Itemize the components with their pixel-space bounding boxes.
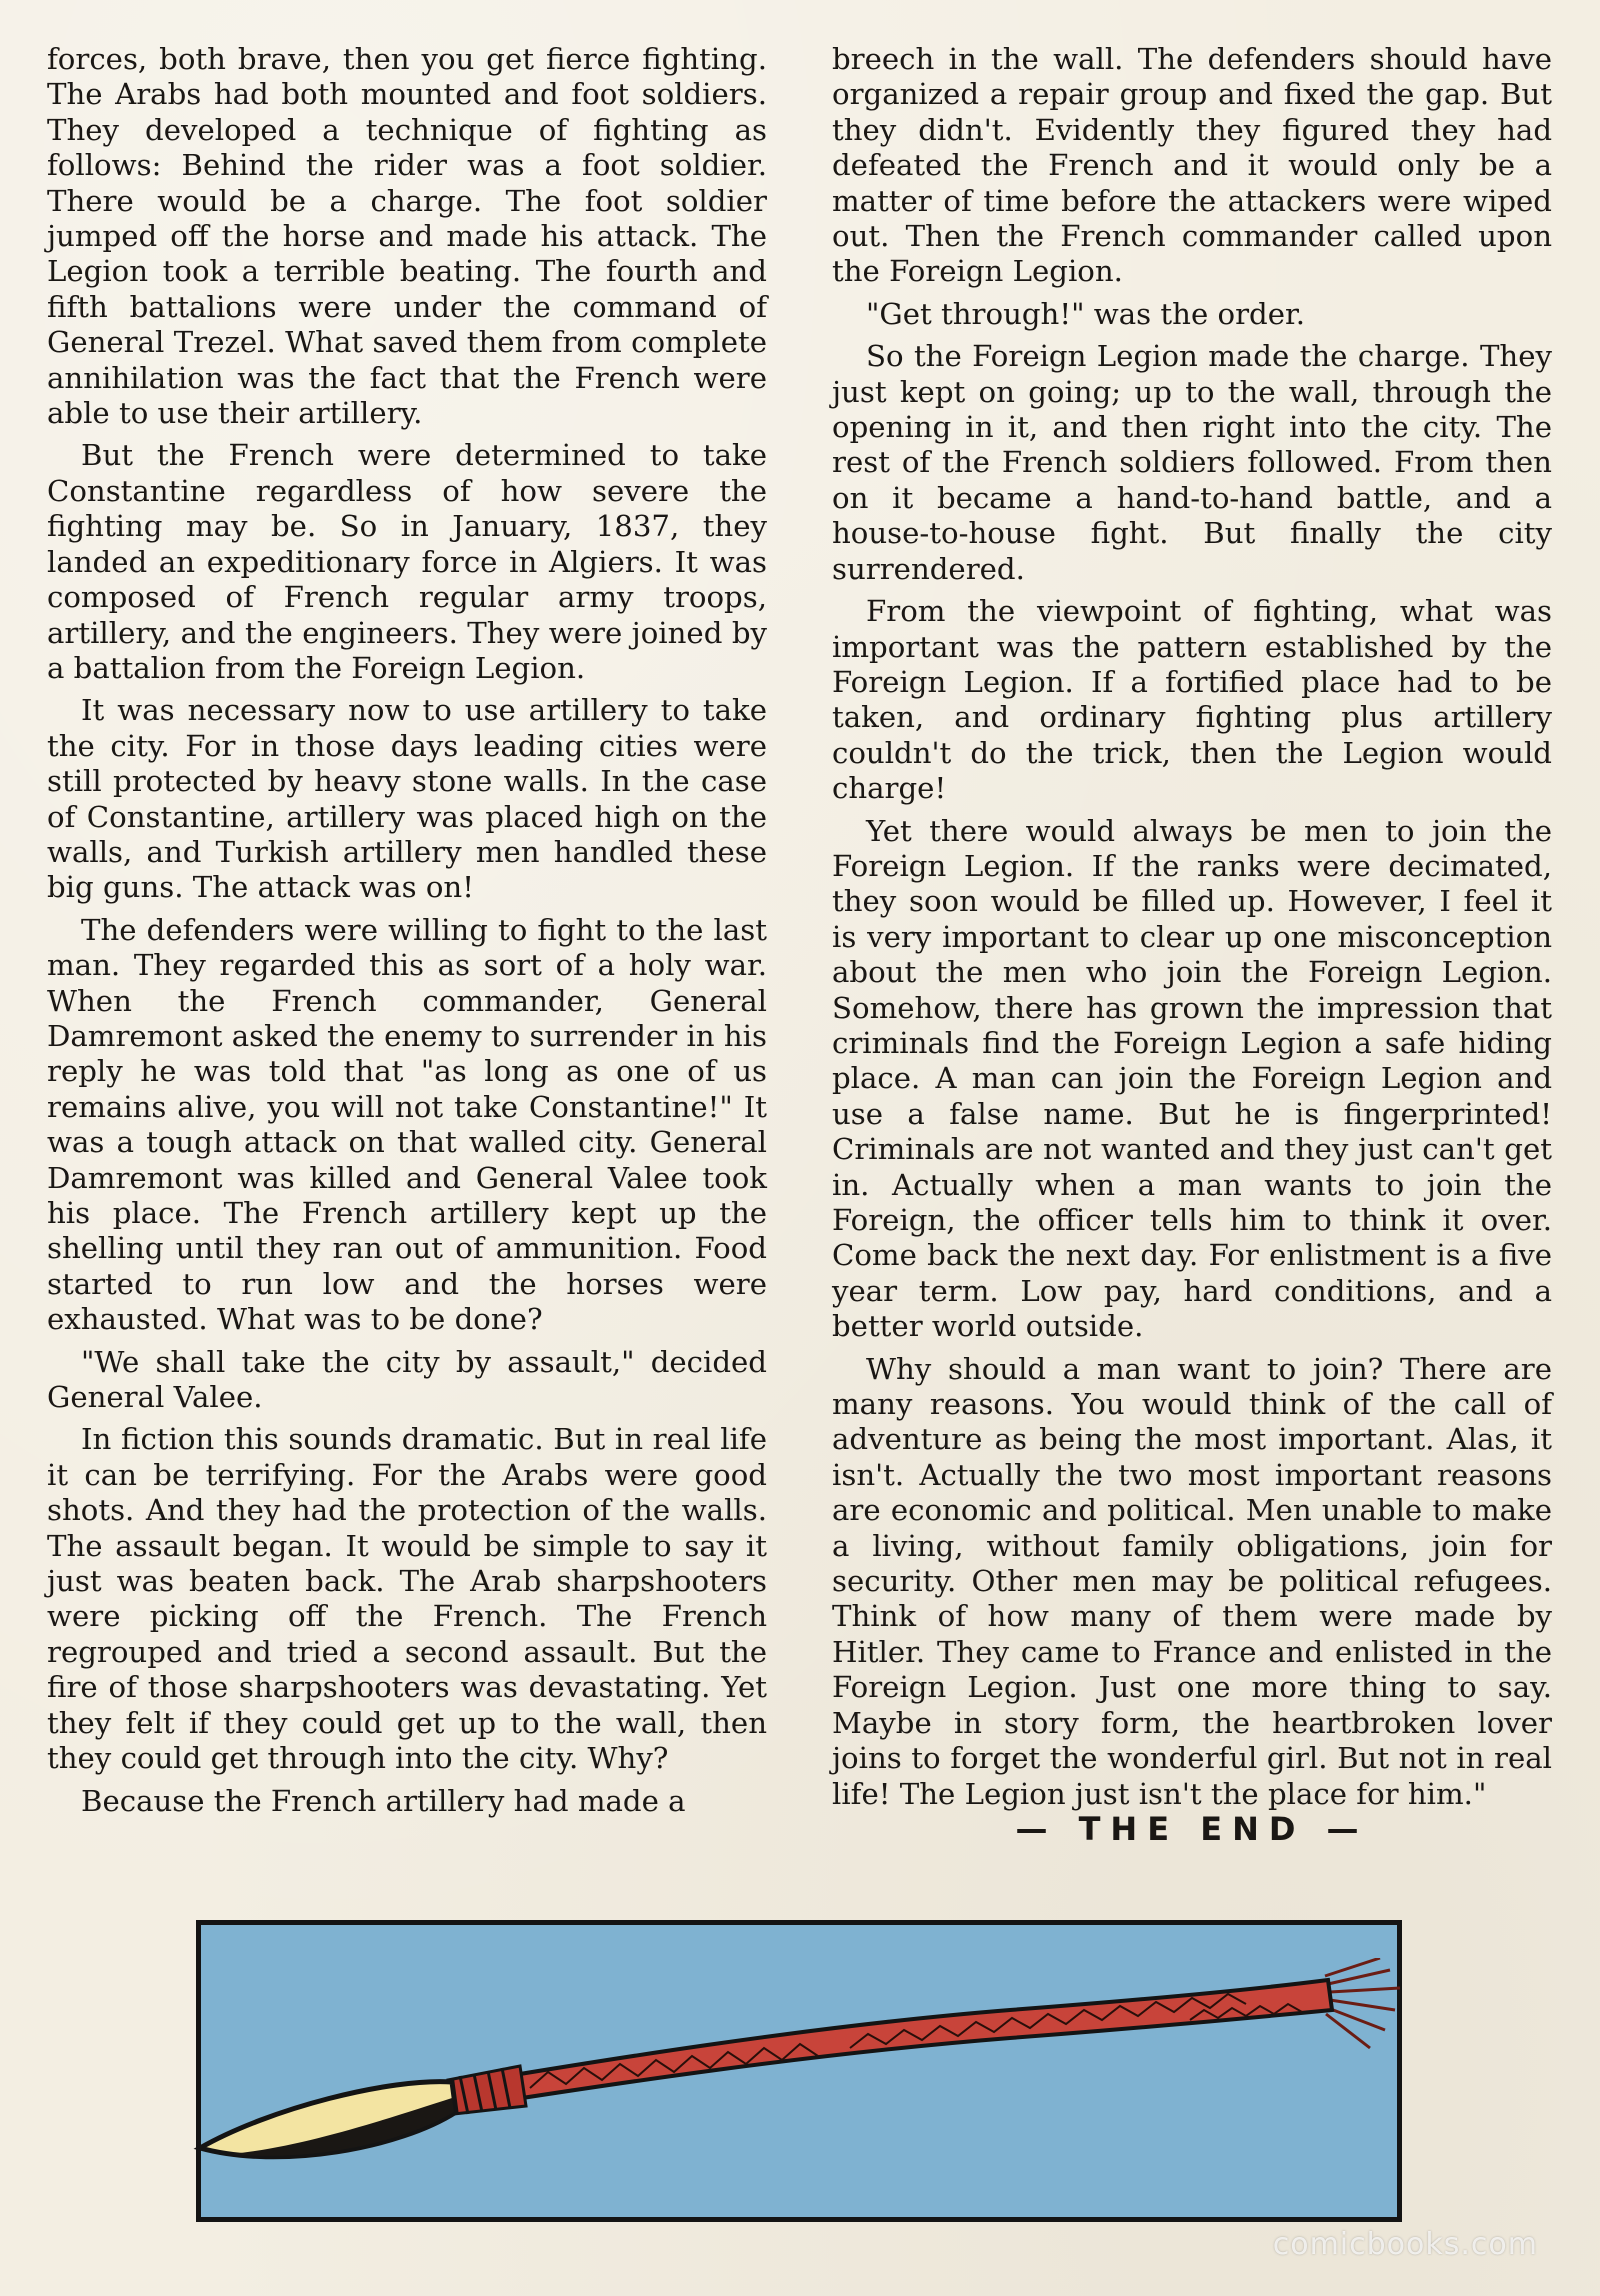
left-paragraph: It was necessary now to use artillery to take the city. For in those days leading cities were still protected by heavy stone walls. In the case of Constantine, artillery was placed high on the walls, and Turkish artillery men handled these big guns. The attack was on!	[47, 693, 767, 905]
spear-tassel	[1325, 1958, 1400, 2048]
right-text-column	[832, 42, 1552, 1819]
left-paragraph: In fiction this sounds dramatic. But in real life it can be terrifying. For the Arabs were good shots. And they had the protection of the walls. The assault began. It would be simple to say it just was beaten back. The Arab sharpshooters were picking off the French. The French regrouped and tried a second assault. But the fire of those sharpshooters was devastating. Yet they felt if they could get up to the wall, then they could get through into the city. Why?	[47, 1422, 767, 1776]
right-paragraph: breech in the wall. The defenders should have organized a repair group and fixed the gap. But they didn't. Evidently they figured they had defeated the French and it would only be a matter of time before the attackers were wiped out. Then the French commander called upon the Foreign Legion.	[832, 42, 1552, 289]
spear-binding	[448, 2066, 526, 2114]
left-paragraph: "We shall take the city by assault," decided General Valee.	[47, 1344, 767, 1415]
right-paragraph: Why should a man want to join? There are many reasons. You would think of the call of adventure as being the most important. Alas, it isn't. Actually the two most important reasons are economic and political. Men unable to make a living, without family obligations, join for security. Other men may be political refugees. Think of how many of them were made by Hitler. They came to France and enlisted in the Foreign Legion. Just one more thing to say. Maybe in story form, the heartbroken lover joins to forget the wonderful girl. But not in real life! The Legion just isn't the place for him."	[832, 1351, 1552, 1811]
right-paragraph: So the Foreign Legion made the charge. They just kept on going; up to the wall, through the opening in it, and then right into the city. The rest of the French soldiers followed. From then on it became a hand-to-hand battle, and a house-to-house fight. But finally the city surrendered.	[832, 339, 1552, 586]
left-paragraph: But the French were determined to take Constantine regardless of how severe the fighting may be. So in January, 1837, they landed an expeditionary force in Algiers. It was composed of French regular army troops, artillery, and the engineers. They were joined by a battalion from the Foreign Legion.	[47, 438, 767, 685]
left-paragraph: The defenders were willing to fight to the last man. They regarded this as sort of a holy war. When the French commander, General Damremont asked the enemy to surrender in his reply he was told that "as long as one of us remains alive, you will not take Constantine!" It was a tough attack on that walled city. General Damremont was killed and General Valee took his place. The French artillery kept up the shelling until they ran out of ammunition. Food started to run low and the horses were exhausted. What was to be done?	[47, 912, 767, 1337]
right-paragraph: Yet there would always be men to join the Foreign Legion. If the ranks were decimated, they soon would be filled up. However, I feel it is very important to clear up one misconception about the men who join the Foreign Legion. Somehow, there has grown the impression that criminals find the Foreign Legion a safe hiding place. A man can join the Foreign Legion and use a false name. But he is fingerprinted! Criminals are not wanted and they just can't get in. Actually when a man wants to join the Foreign, the officer tells him to think it over. Come back the next day. For enlistment is a five year term. Low pay, hard conditions, and a better world outside.	[832, 813, 1552, 1344]
left-text-column	[47, 42, 767, 1826]
spear-illustration	[190, 1958, 1430, 2188]
spear-shaft	[448, 1980, 1332, 2108]
the-end-label: — THE END —	[1015, 1810, 1369, 1848]
right-paragraph: From the viewpoint of fighting, what was important was the pattern established by the Foreign Legion. If a fortified place had to be taken, and ordinary fighting plus artillery couldn't do the trick, then the Legion would charge!	[832, 594, 1552, 806]
right-paragraph: "Get through!" was the order.	[866, 296, 1306, 331]
left-paragraph: Because the French artillery had made a	[81, 1783, 686, 1818]
site-watermark: comicbooks.com	[1272, 2227, 1538, 2262]
left-paragraph: forces, both brave, then you get fierce fighting. The Arabs had both mounted and foot soldiers. They developed a technique of fighting as follows: Behind the rider was a foot soldier. There would be a charge. The foot soldier jumped off the horse and made his attack. The Legion took a terrible beating. The fourth and fifth battalions were under the command of General Trezel. What saved them from complete annihilation was the fact that the French were able to use their artillery.	[47, 42, 767, 431]
